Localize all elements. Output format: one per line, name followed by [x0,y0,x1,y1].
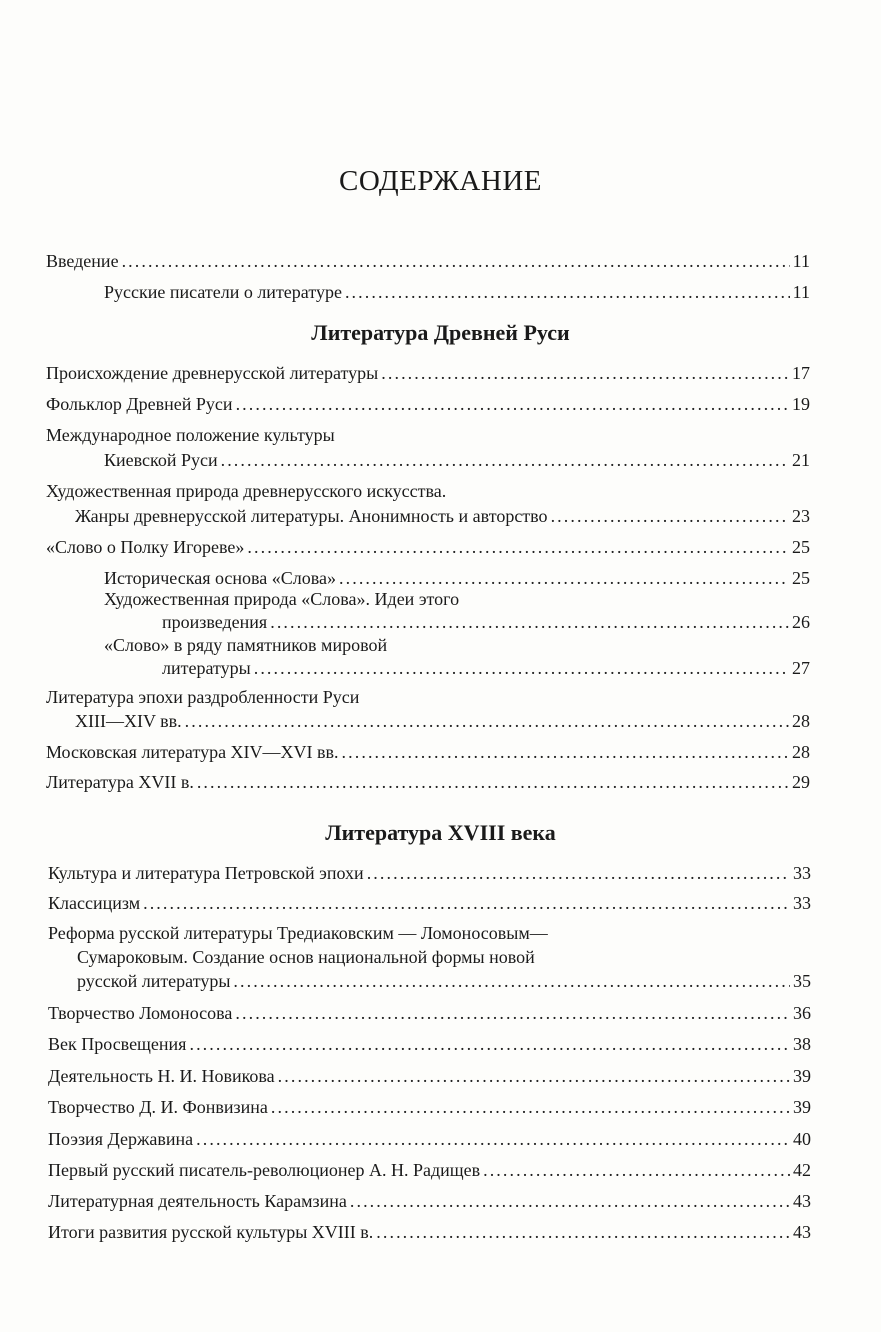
toc-entry: литературы . . . 27 [162,655,810,681]
toc-entry: Киевской Руси . . . 21 [104,447,810,473]
toc-entry: Классицизм . . . 33 [48,890,811,916]
toc-entry: Жанры древнерусской литературы. Анонимность и авторство . . . 23 [75,503,810,529]
section-heading-18th-century: Литература XVIII века [325,820,556,845]
toc-entry: Историческая основа «Слова» . . . 25 [104,565,810,591]
toc-entry: Итоги развития русской культуры XVIII в. . . . 43 [48,1219,811,1245]
toc-entry: Происхождение древнерусской литературы . . . 17 [46,360,810,386]
toc-entry: произведения . . . 26 [162,609,810,635]
toc-entry: Литература XVII в. . . . 29 [46,769,810,795]
toc-entry: Культура и литература Петровской эпохи . . . 33 [48,860,811,886]
toc-entry: «Слово о Полку Игореве» . . . 25 [46,534,810,560]
toc-entry-line: Реформа русской литературы Тредиаковским — Ломоносовым— [48,923,548,943]
toc-entry: XIII—XIV вв. . . . 28 [75,708,810,734]
toc-entry: Век Просвещения . . . 38 [48,1031,811,1057]
toc-entry: русской литературы . . . 35 [77,968,811,994]
toc-entry-writers: Русские писатели о литературе . . . 11 [104,279,810,305]
toc-entry: Творчество Ломоносова . . . 36 [48,1000,811,1026]
toc-entry-line: Международное положение культуры [46,425,335,445]
toc-entry-line: «Слово» в ряду памятников мировой [104,635,388,655]
page-title: СОДЕРЖАНИЕ [339,165,542,197]
toc-entry-line: Сумароковым. Создание основ национальной формы новой [77,947,535,967]
toc-entry: Творчество Д. И. Фонвизина . . . 39 [48,1094,811,1120]
toc-entry-intro: Введение . . . 11 [46,248,810,274]
toc-entry: Деятельность Н. И. Новикова . . . 39 [48,1063,811,1089]
toc-entry: Фольклор Древней Руси . . . 19 [46,391,810,417]
toc-entry: Московская литература XIV—XVI вв. . . . 28 [46,739,810,765]
toc-entry: Литературная деятельность Карамзина . . . 43 [48,1188,811,1214]
section-heading-ancient-rus: Литература Древней Руси [311,320,570,345]
toc-entry-line: Художественная природа древнерусского искусства. [46,481,447,501]
toc-entry: Первый русский писатель-революционер А. Н. Радищев . . . 42 [48,1157,811,1183]
toc-entry-line: Художественная природа «Слова». Идеи этого [104,589,460,609]
toc-entry: Поэзия Державина . . . 40 [48,1126,811,1152]
toc-entry-line: Литература эпохи раздробленности Руси [46,687,360,707]
